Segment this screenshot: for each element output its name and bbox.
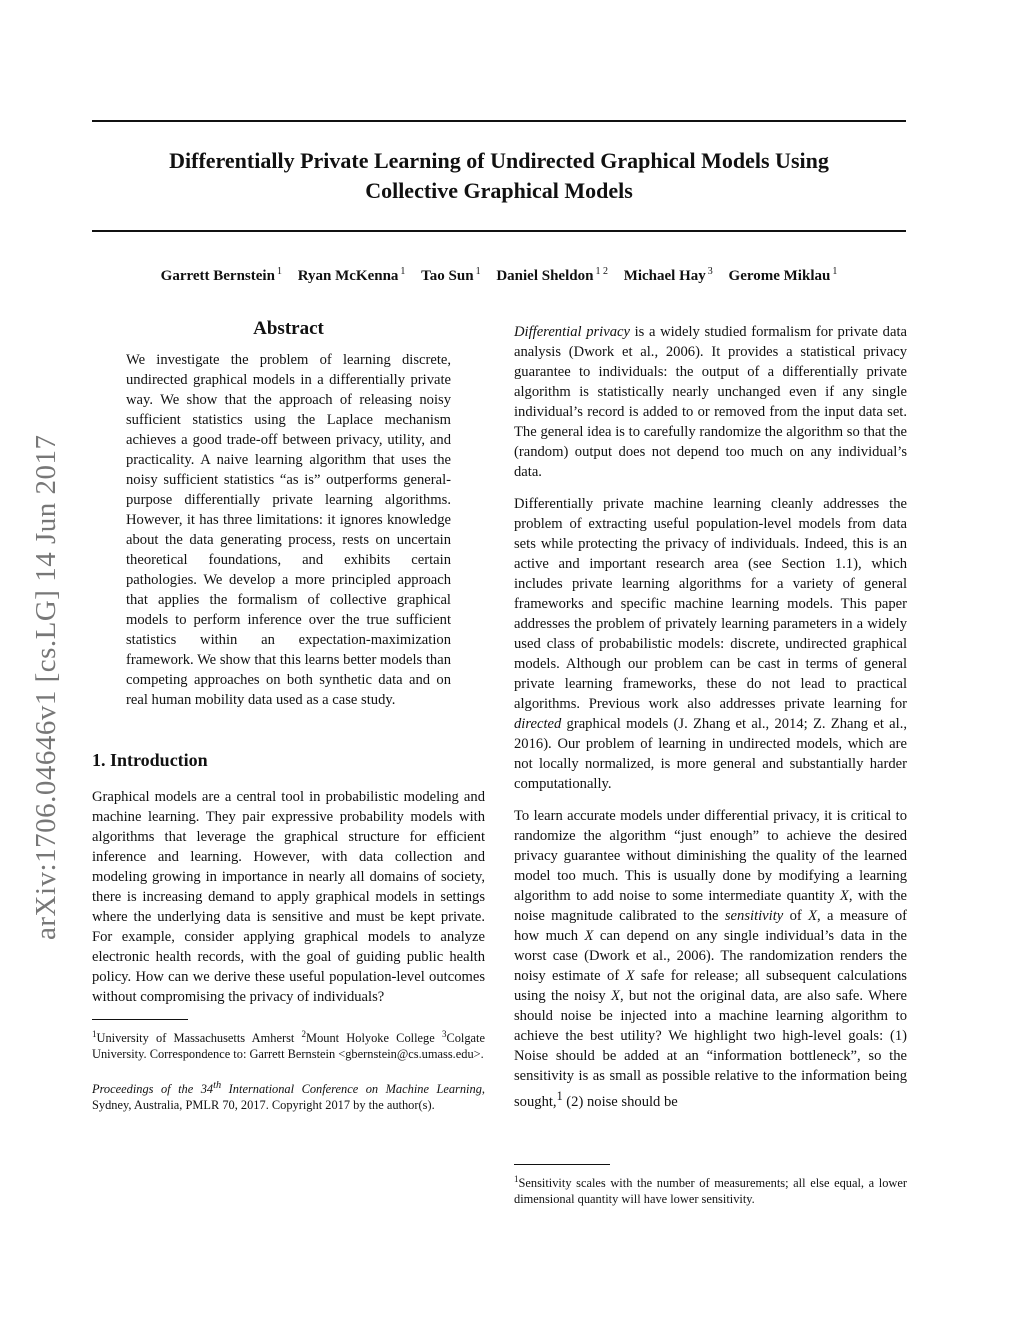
right-paragraph-3: To learn accurate models under differential privacy, it is critical to randomize the algorithm “just enough” to achieve the desired privacy guarantee without diminishing the quality of the learned model too much. This is usually done by modifying a learning algorithm to add noise to some intermediate quantity X, with the noise magnitude calibrated to the sensitivity of X, a measure of how much X can depend on any single individual’s data in the worst case (Dwork et al., 2006). The randomization renders the noisy estimate of X safe for release; all subsequent calculations using the noisy X, but not the original data, are also safe. Where should noise be injected into a machine learning algorithm to achieve the best utility? We highlight two high-level goals: (1) Noise should be added at an “information bottleneck”, so the sensitivity is as small as possible relative to the information being sought,$^1$ (2) noise should be (514, 808, 908, 1110)
left-column (92, 318, 485, 1113)
title-line-2: Collective Graphical Models (365, 178, 633, 203)
author: Tao Sun $^1$ (421, 266, 481, 284)
right-column (514, 322, 907, 1124)
footnote-rule (514, 1164, 610, 1165)
author: Ryan McKenna $^1$ (297, 266, 406, 284)
title-rule-top (92, 120, 906, 122)
author: Gerome Miklau $^1$ (728, 266, 838, 284)
intro-paragraph-1: Graphical models are a central tool in probabilistic modeling and machine learning. They pair expressive probability models with algorithms that leverage the graphical structure for efficient inference and learning. However, with data collection and modeling growing in importance in nearly all domains of society, there is increasing demand to apply graphical models in settings where the underlying data is sensitive and must be kept private. For example, consider applying graphical models to analyze electronic health records, with the goal of guiding public health policy. How can we derive these useful population-level outcomes without compromising the privacy of individuals? (92, 789, 485, 1005)
title-rule-bottom (92, 230, 906, 232)
right-paragraph-1: Differential privacy is a widely studied formalism for private data analysis (Dwork et al., 2006). It provides a statistical privacy guarantee to individuals: the output of a differentially private algorithm is statistically nearly unchanged even if any single individual’s record is added to or removed from the input data set. The general idea is to carefully randomize the algorithm so that the (random) output does not depend too much on any individual’s data. (514, 324, 907, 480)
sensitivity-footnote: $^1$Sensitivity scales with the number of measurements; all else equal, a lower dimensional quantity will have lower sensitivity. (514, 1174, 907, 1207)
affiliation-footnote: $^1$University of Massachusetts Amherst $^2$Mount Holyoke College $^3$Colgate University. Correspondence to: Garrett Bernstein <gbernstein@cs.umass.edu>. (92, 1029, 485, 1062)
intro-heading: 1. Introduction (92, 750, 208, 770)
right-paragraph-2: Differentially private machine learning cleanly addresses the problem of extracting useful population-level models from data sets while protecting the privacy of individuals. Indeed, this is an active and important research area (see Section 1.1), which includes private learning algorithms for a variety of general frameworks and specific machine learning models. This paper addresses the problem of privately learning parameters in a widely used class of probabilistic models: discrete, undirected graphical models. Although our problem can be cast in terms of general private learning frameworks, these do not lead to practical algorithms. Previous work also addresses private learning for directed graphical models (J. Zhang et al., 2014; Z. Zhang et al., 2016). Our problem of learning in undirected models, which are not locally normalized, is more general and substantially harder computationally. (514, 496, 907, 792)
author-list (92, 266, 906, 285)
right-footnote-block (514, 1152, 907, 1223)
footnote-rule (92, 1019, 188, 1020)
author: Daniel Sheldon $^{1 2}$ (496, 266, 608, 284)
author: Garrett Bernstein $^1$ (160, 266, 282, 284)
paper-title (92, 146, 906, 206)
author: Michael Hay $^3$ (623, 266, 713, 284)
arxiv-identifier: arXiv:1706.04646v1 [cs.LG] 14 Jun 2017 (30, 434, 62, 940)
title-line-1: Differentially Private Learning of Undirected Graphical Models Using (169, 148, 829, 173)
abstract-heading: Abstract (253, 318, 324, 339)
abstract-text: We investigate the problem of learning discrete, undirected graphical models in a differentially private way. We show that the approach of releasing noisy sufficient statistics using the Laplace mechanism achieves a good trade-off between privacy, utility, and practicality. A naive learning algorithm that uses the noisy sufficient statistics “as is” outperforms general-purpose differentially private learning algorithms. However, it has three limitations: it ignores knowledge about the data generating process, rests on uncertain theoretical foundations, and exhibits certain pathologies. We develop a more principled approach that applies the formalism of collective graphical models to perform inference over the true sufficient statistics within an expectation-maximization framework. We show that this learns better models than competing approaches on both synthetic data and on real human mobility data used as a case study. (126, 352, 451, 708)
proceedings-note: Proceedings of the 34th International Conference on Machine Learning, Sydney, Australia, PMLR 70, 2017. Copyright 2017 by the author(s). (92, 1080, 485, 1113)
